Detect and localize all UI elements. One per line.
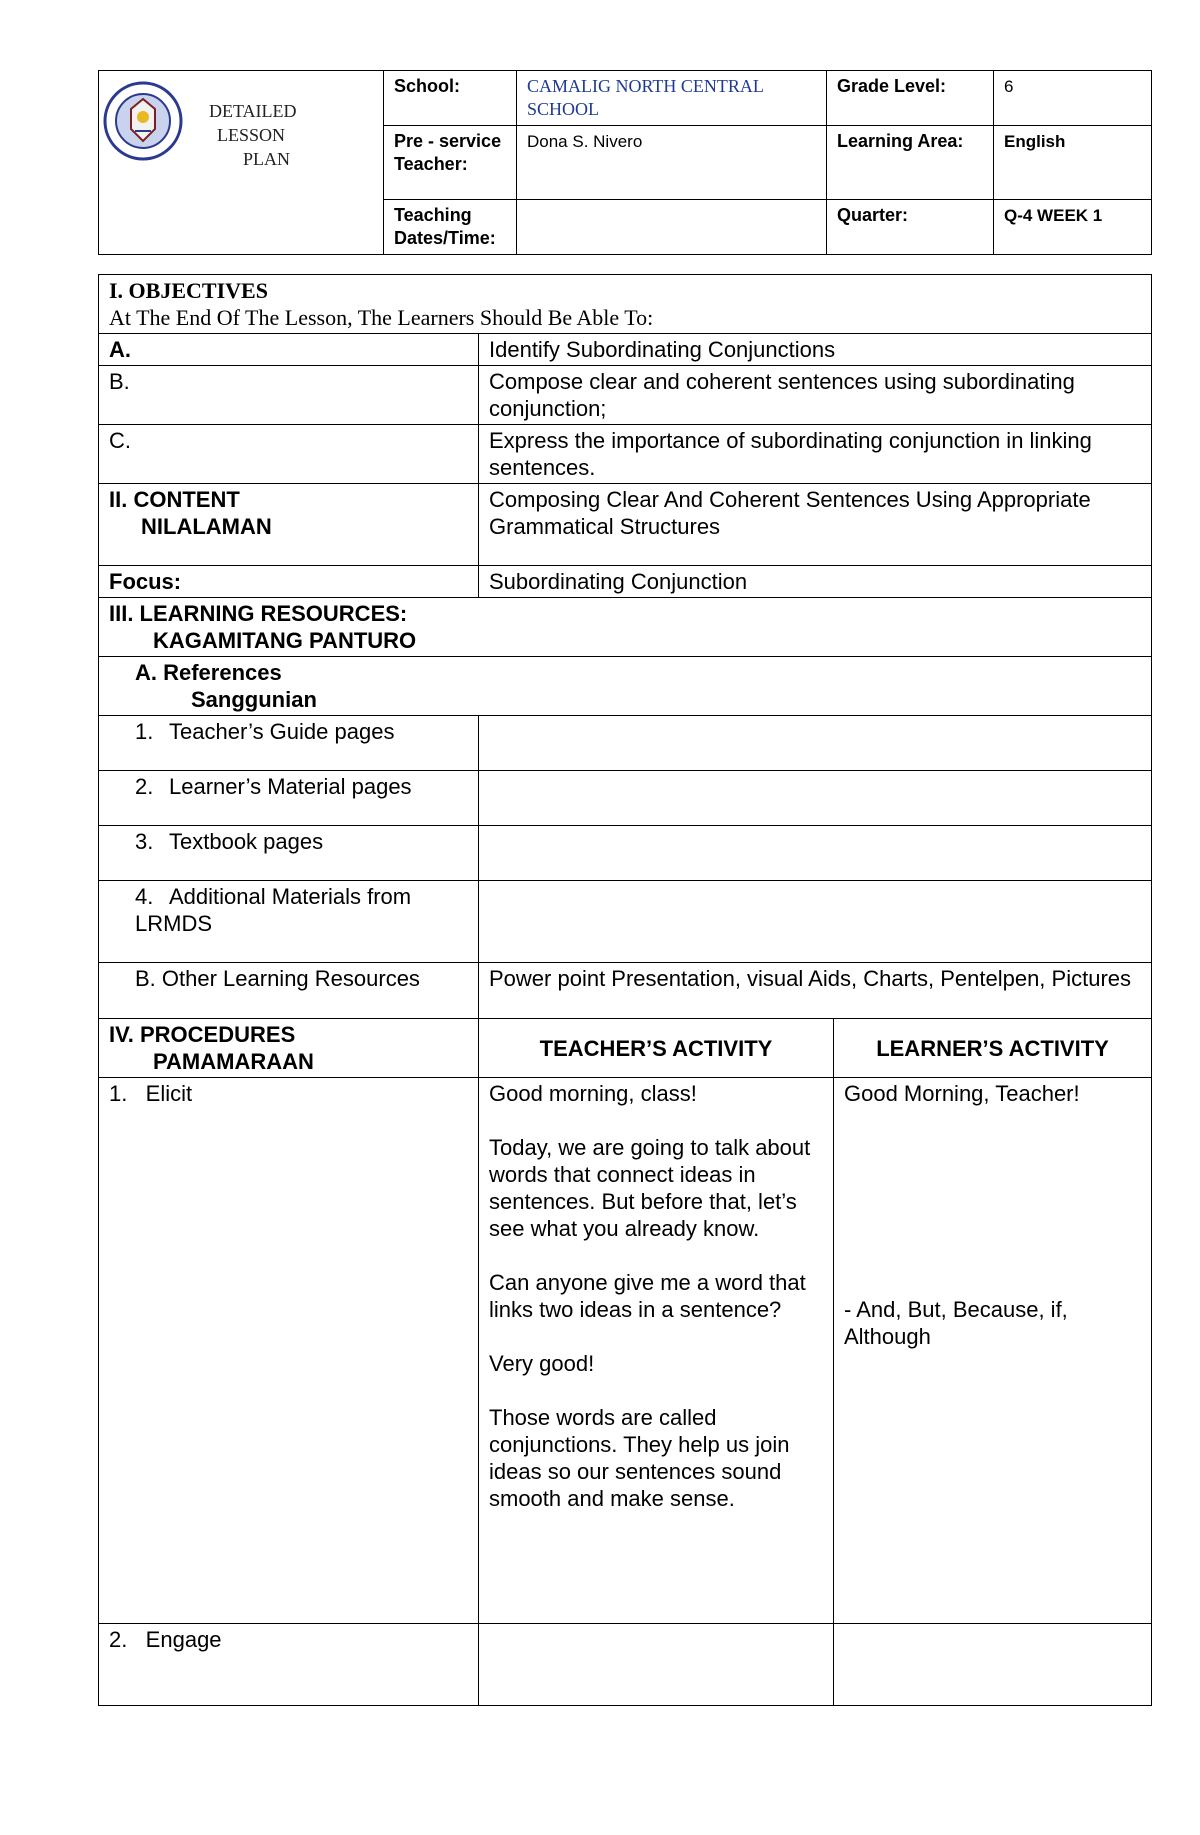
quarter-label: Quarter: xyxy=(827,200,994,255)
logo-cell xyxy=(99,71,384,255)
objectives-intro: At The End Of The Lesson, The Learners Should Be Able To: xyxy=(109,305,654,330)
elicit-label: 1. Elicit xyxy=(99,1078,479,1624)
resources-header xyxy=(99,598,1152,657)
reference-num: 2. xyxy=(135,774,154,799)
reference-value xyxy=(479,771,1152,826)
objectives-header xyxy=(99,275,1152,334)
area-value: English xyxy=(994,126,1152,200)
deped-seal-icon xyxy=(103,81,183,161)
reference-item xyxy=(99,771,479,826)
reference-value xyxy=(479,881,1152,963)
focus-value: Subordinating Conjunction xyxy=(479,566,1152,598)
engage-label: 2. Engage xyxy=(99,1624,479,1706)
dlp-title-line: PLAN xyxy=(243,149,291,169)
content-label-cell xyxy=(99,484,479,566)
content-label-tl: NILALAMAN xyxy=(141,514,272,539)
learner-activity-cell xyxy=(834,1078,1152,1624)
teacher-value: Dona S. Nivero xyxy=(517,126,827,200)
reference-item xyxy=(99,881,479,963)
objectives-title: I. OBJECTIVES xyxy=(109,278,268,303)
grade-label: Grade Level: xyxy=(827,71,994,126)
learner-line: Good Morning, Teacher! xyxy=(844,1081,1080,1106)
content-value: Composing Clear And Coherent Sentences Using Appropriate Grammatical Structures xyxy=(479,484,1152,566)
learner-line: - And, But, Because, if, Although xyxy=(844,1297,1068,1349)
area-label: Learning Area: xyxy=(827,126,994,200)
reference-num: 1. xyxy=(135,719,154,744)
content-label: II. CONTENT xyxy=(109,487,240,512)
school-value: CAMALIG NORTH CENTRAL SCHOOL xyxy=(517,71,827,126)
resources-label: III. LEARNING RESOURCES: xyxy=(109,601,408,626)
lesson-table xyxy=(98,274,1152,1706)
dates-value xyxy=(517,200,827,255)
resources-label-tl: KAGAMITANG PANTURO xyxy=(153,628,417,653)
dlp-title xyxy=(209,99,297,171)
objective-letter: C. xyxy=(99,425,479,484)
reference-value xyxy=(479,826,1152,881)
teacher-line: Those words are called conjunctions. They help us join ideas so our sentences sound smooth and make sense. xyxy=(489,1405,790,1511)
teacher-line: Can anyone give me a word that links two ideas in a sentence? xyxy=(489,1270,806,1322)
grade-value: 6 xyxy=(994,71,1152,126)
references-label-tl: Sanggunian xyxy=(191,687,317,712)
reference-num: 4. xyxy=(135,884,154,909)
quarter-value: Q-4 WEEK 1 xyxy=(994,200,1152,255)
reference-value xyxy=(479,716,1152,771)
header-table xyxy=(98,70,1152,255)
reference-item xyxy=(99,826,479,881)
procedures-label: IV. PROCEDURES xyxy=(109,1022,296,1047)
objective-text: Compose clear and coherent sentences using subordinating conjunction; xyxy=(479,366,1152,425)
reference-text: Learner’s Material pages xyxy=(169,774,412,799)
focus-label: Focus: xyxy=(99,566,479,598)
learner-activity-header: LEARNER’S ACTIVITY xyxy=(834,1019,1152,1078)
school-label: School: xyxy=(384,71,517,126)
dlp-title-line: LESSON xyxy=(217,125,286,145)
procedures-label-tl: PAMAMARAAN xyxy=(153,1049,314,1074)
dlp-title-line: DETAILED xyxy=(209,101,297,121)
reference-num: 3. xyxy=(135,829,154,854)
reference-text: Textbook pages xyxy=(169,829,324,854)
teacher-line: Today, we are going to talk about words that connect ideas in sentences. But before that, let’s see what you already know. xyxy=(489,1135,811,1241)
objective-text: Express the importance of subordinating conjunction in linking sentences. xyxy=(479,425,1152,484)
teacher-label: Pre - service Teacher: xyxy=(384,126,517,200)
engage-learner-cell xyxy=(834,1624,1152,1706)
engage-teacher-cell xyxy=(479,1624,834,1706)
dates-label: Teaching Dates/Time: xyxy=(384,200,517,255)
reference-text: Teacher’s Guide pages xyxy=(169,719,395,744)
references-label: A. References xyxy=(135,660,282,685)
objective-letter: A. xyxy=(99,334,479,366)
references-header xyxy=(99,657,1152,716)
objective-text: Identify Subordinating Conjunctions xyxy=(479,334,1152,366)
objective-letter: B. xyxy=(99,366,479,425)
reference-item xyxy=(99,716,479,771)
teacher-activity-header: TEACHER’S ACTIVITY xyxy=(479,1019,834,1078)
reference-text: Additional Materials from LRMDS xyxy=(135,884,412,936)
other-resources-value: Power point Presentation, visual Aids, Charts, Pentelpen, Pictures xyxy=(479,963,1152,1019)
teacher-line: Good morning, class! xyxy=(489,1081,697,1106)
procedures-header xyxy=(99,1019,479,1078)
other-resources-label: B. Other Learning Resources xyxy=(99,963,479,1019)
teacher-activity-cell xyxy=(479,1078,834,1624)
teacher-line: Very good! xyxy=(489,1351,595,1376)
